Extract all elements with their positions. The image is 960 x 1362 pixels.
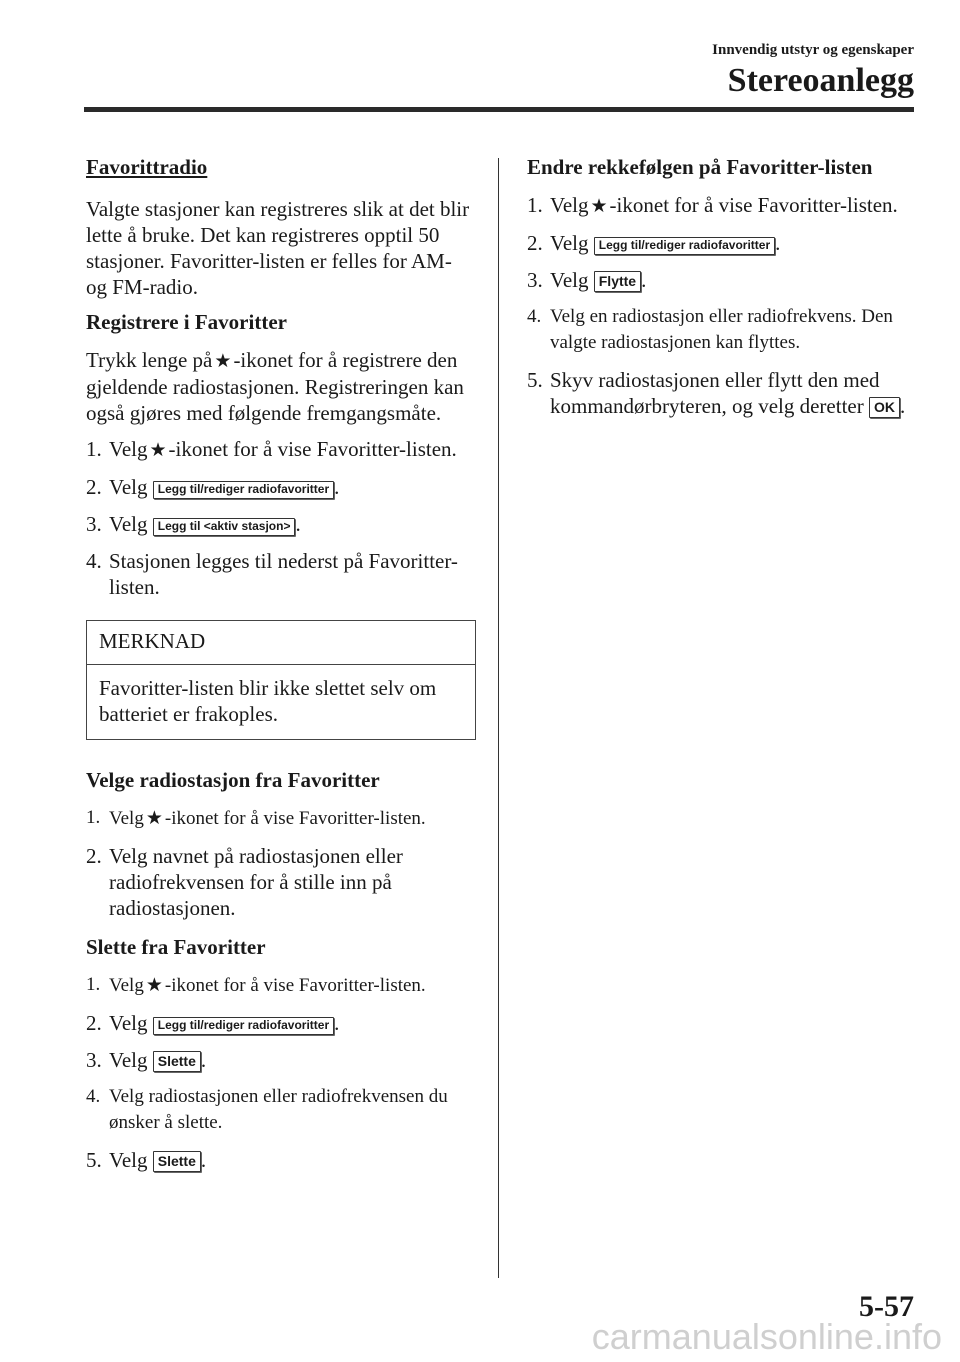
list-item: 2. Velg Legg til/rediger radiofavoritter . (86, 1011, 340, 1035)
add-edit-favorites-button[interactable]: Legg til/rediger radiofavoritter (594, 237, 775, 255)
star-icon: ★ (145, 974, 163, 996)
header-rule (84, 107, 914, 112)
list-item: 3. Velg Flytte . (527, 268, 647, 292)
list-item: 3. Velg Legg til <aktiv stasjon> . (86, 512, 301, 536)
left-column (86, 155, 476, 1187)
page-title: Stereoanlegg (727, 62, 914, 99)
register-steps (86, 436, 476, 600)
delete-button[interactable]: Slette (153, 1051, 201, 1072)
delete-steps (86, 972, 476, 1173)
list-item: 1. Velg ★ -ikonet for å vise Favoritter-listen. (86, 974, 426, 996)
reorder-steps (527, 192, 922, 419)
list-item: 1. Velg ★ -ikonet for å vise Favoritter-listen. (86, 807, 426, 829)
list-item: 2. Velg Legg til/rediger radiofavoritter . (86, 475, 340, 499)
move-button[interactable]: Flytte (594, 271, 641, 292)
star-icon: ★ (149, 439, 167, 461)
star-icon: ★ (145, 807, 163, 829)
select-heading: Velge radiostasjon fra Favoritter (86, 768, 380, 792)
star-icon: ★ (590, 195, 608, 217)
select-steps (86, 805, 476, 921)
add-active-station-button[interactable]: Legg til <aktiv stasjon> (153, 518, 296, 536)
add-edit-favorites-button[interactable]: Legg til/rediger radiofavoritter (153, 481, 334, 499)
watermark: carmanualsonline.info (591, 1316, 942, 1357)
list-item: 4. Velg radiostasjonen eller radiofrekvensen du ønsker å slette. (86, 1086, 448, 1133)
list-item: 1. Velg ★-ikonet for å vise Favoritter-listen. (527, 193, 898, 217)
note-box (86, 620, 476, 740)
note-text: Favoritter-listen blir ikke slettet selv om batteriet er frakoples. (99, 676, 437, 726)
list-item: 5. Velg Slette . (86, 1148, 207, 1172)
delete-heading: Slette fra Favoritter (86, 935, 266, 959)
right-column (527, 155, 922, 433)
delete-button[interactable]: Slette (153, 1151, 201, 1172)
list-item: 4. Velg en radiostasjon eller radiofrekvens. Den valgte radiostasjonen kan flyttes. (527, 306, 893, 353)
add-edit-favorites-button[interactable]: Legg til/rediger radiofavoritter (153, 1017, 334, 1035)
intro-paragraph: Valgte stasjoner kan registreres slik at det blir lette å bruke. Det kan registreres opptil 50 stasjoner. Favoritter-listen er felles for AM- og FM-radio. (86, 197, 470, 299)
section-title: Favorittradio (86, 155, 208, 179)
list-item: 4. Stasjonen legges til nederst på Favoritter-listen. (86, 549, 458, 599)
list-item: 2. Velg Legg til/rediger radiofavoritter . (527, 231, 781, 255)
column-divider (498, 158, 499, 1278)
header-section: Innvendig utstyr og egenskaper (712, 42, 914, 58)
list-item: 5. Skyv radiostasjonen eller flytt den med kommandørbryteren, og velg deretter OK . (527, 368, 906, 418)
note-heading: MERKNAD (87, 621, 475, 665)
star-icon: ★ (214, 350, 232, 372)
register-paragraph: Trykk lenge på ★-ikonet for å registrere den gjeldende radiostasjonen. Registreringen kan også gjøres med følgende fremgangsmåte. (86, 348, 464, 425)
ok-button[interactable]: OK (869, 397, 900, 418)
list-item: 1. Velg ★-ikonet for å vise Favoritter-listen. (86, 437, 457, 461)
reorder-heading: Endre rekkefølgen på Favoritter-listen (527, 155, 873, 179)
list-item: 3. Velg Slette . (86, 1048, 207, 1072)
list-item: 2. Velg navnet på radiostasjonen eller radiofrekvensen for å stille inn på radiostasjonen. (86, 844, 403, 920)
page-number: 5-57 (859, 1290, 914, 1323)
register-heading: Registrere i Favoritter (86, 310, 287, 334)
